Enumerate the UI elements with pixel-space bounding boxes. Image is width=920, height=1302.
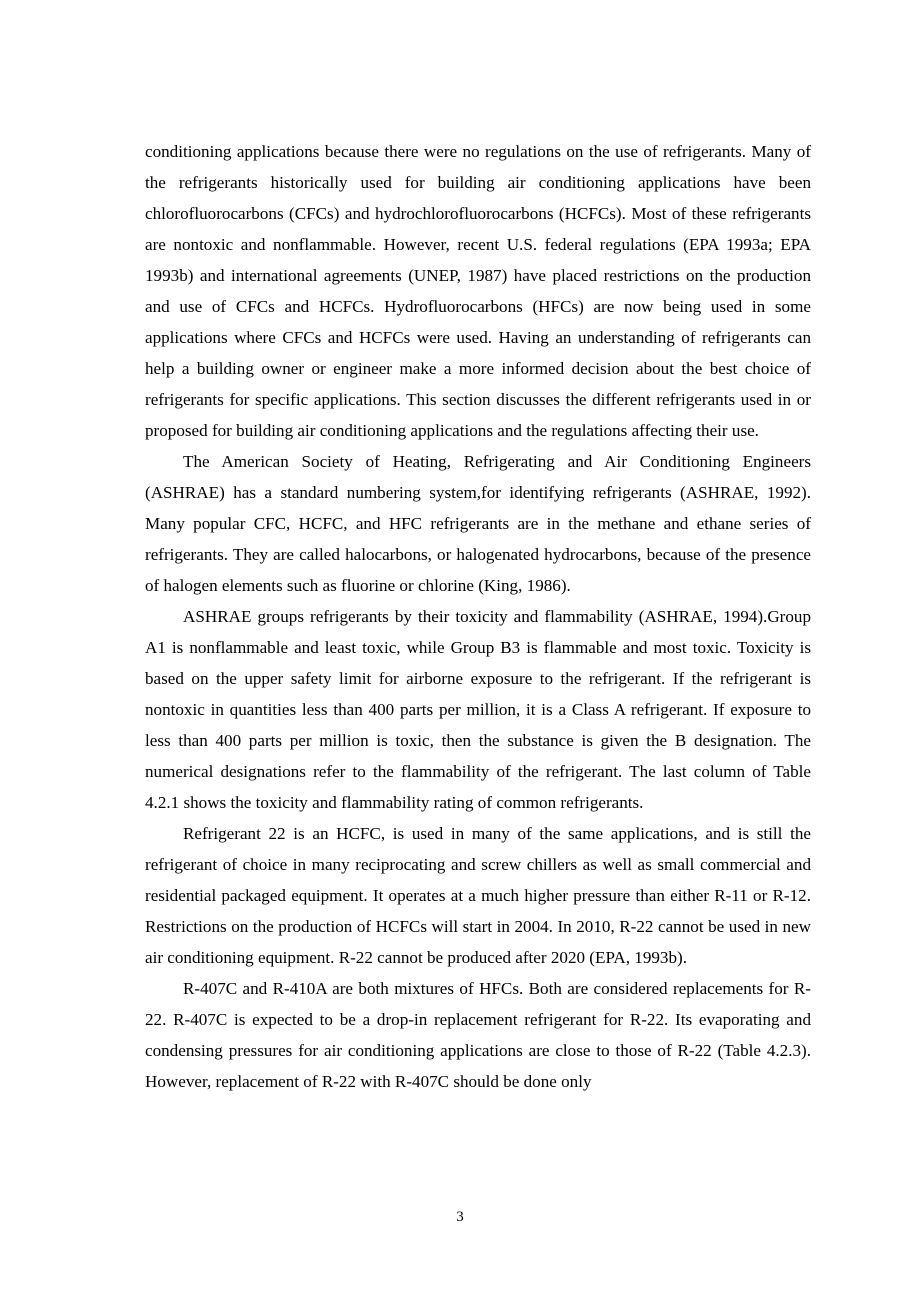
paragraph-safety-groups: ASHRAE groups refrigerants by their toxicity and flammability (ASHRAE, 1994).Group A1 is nonflammable and least toxic, while Group B3 is flammable and most toxic. Toxicity is based on the upper safety limit for airborne exposure to the refrigerant. If the refrigerant is nontoxic in quantities less than 400 parts per million, it is a Class A refrigerant. If exposure to less than 400 parts per million is toxic, then the substance is given the B designation. The numerical designations refer to the flammability of the refrigerant. The last column of Table 4.2.1 shows the toxicity and flammability rating of common refrigerants.: [145, 607, 811, 812]
paragraph-ashrae-numbering: The American Society of Heating, Refrigerating and Air Conditioning Engineers (ASHRAE) has a standard numbering system,for identifying refrigerants (ASHRAE, 1992). Many popular CFC, HCFC, and HFC refrigerants are in the methane and ethane series of refrigerants. They are called halocarbons, or halogenated hydrocarbons, because of the presence of halogen elements such as fluorine or chlorine (King, 1986).: [145, 452, 811, 595]
page-number: 3: [456, 1209, 464, 1225]
body-text: [145, 136, 811, 1097]
paragraph-cfc-hcfc-regulations: conditioning applications because there were no regulations on the use of refrigerants. Many of the refrigerants historically used for building air conditioning applications have been chlorofluorocarbons (CFCs) and hydrochlorofluorocarbons (HCFCs). Most of these refrigerants are nontoxic and nonflammable. However, recent U.S. federal regulations (EPA 1993a; EPA 1993b) and international agreements (UNEP, 1987) have placed restrictions on the production and use of CFCs and HCFCs. Hydrofluorocarbons (HFCs) are now being used in some applications where CFCs and HCFCs were used. Having an understanding of refrigerants can help a building owner or engineer make a more informed decision about the best choice of refrigerants for specific applications. This section discusses the different refrigerants used in or proposed for building air conditioning applications and the regulations affecting their use.: [145, 142, 811, 440]
paragraph-r22: Refrigerant 22 is an HCFC, is used in many of the same applications, and is still the refrigerant of choice in many reciprocating and screw chillers as well as small commercial and residential packaged equipment. It operates at a much higher pressure than either R-11 or R-12. Restrictions on the production of HCFCs will start in 2004. In 2010, R-22 cannot be used in new air conditioning equipment. R-22 cannot be produced after 2020 (EPA, 1993b).: [145, 824, 811, 967]
paragraph-r407c-r410a: R-407C and R-410A are both mixtures of HFCs. Both are considered replacements for R-22. R-407C is expected to be a drop-in replacement refrigerant for R-22. Its evaporating and condensing pressures for air conditioning applications are close to those of R-22 (Table 4.2.3). However, replacement of R-22 with R-407C should be done only: [145, 979, 811, 1091]
